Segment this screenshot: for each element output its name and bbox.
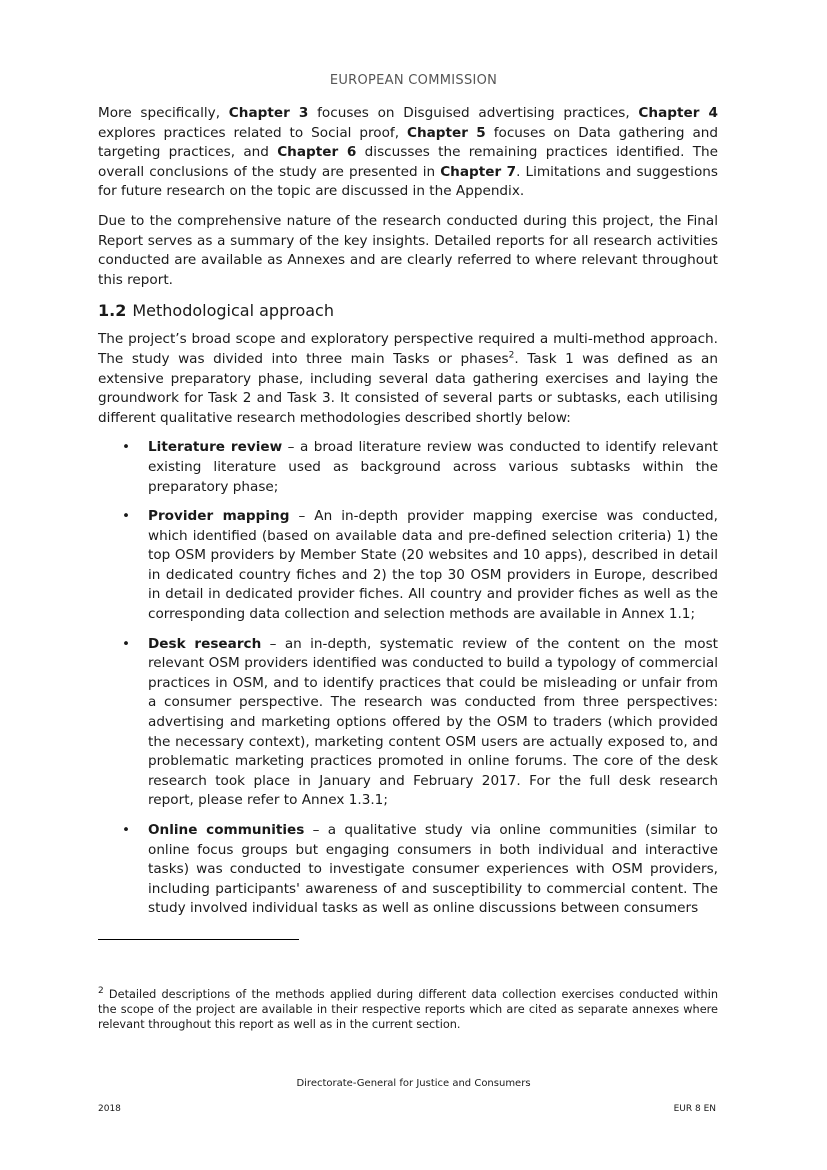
list-item-text: – an in-depth, systematic review of the content on the most relevant OSM providers identified was conducted to build a typology of commercial practices in OSM, and to identify practices that could be misleading or unfair from a consumer perspective. The research was conducted from three perspectives: advertising and marketing options offered by the OSM to traders (which provided the necessary context), marketing content OSM users are actually exposed to, and problematic marketing practices promoted in online forums. The core of the desk research took place in January and February 2017. For the full desk research report, please refer to Annex 1.3.1; — [148, 635, 719, 809]
footer-directorate: Directorate-General for Justice and Consumers — [296, 1078, 531, 1089]
section-number: 1.2 — [98, 301, 127, 321]
paragraph-text: More specifically, — [98, 105, 229, 121]
paragraph-text: focuses on Disguised advertising practices, — [308, 105, 639, 121]
paragraph-text: focuses on Data gathering and targeting practices, and — [98, 124, 719, 161]
footnote-divider — [98, 939, 299, 940]
chapter-reference: Chapter 5 — [406, 124, 486, 141]
list-item-text: – a broad literature review was conducted to identify relevant existing literature used as background across various subtasks within the preparatory phase; — [148, 439, 718, 495]
methodology-paragraph — [98, 330, 718, 428]
footnote — [98, 988, 718, 1032]
list-item — [98, 635, 718, 811]
footnote-text: Detailed descriptions of the methods applied during different data collection exercises conducted within the scope of the project are available in their respective reports which are cited as separate annexes where relevant throughout this report as well as in the current section. — [98, 988, 718, 1031]
bullet-icon: • — [122, 822, 131, 838]
list-item-term: Provider mapping — [148, 508, 290, 525]
page-header: EUROPEAN COMMISSION — [329, 73, 498, 88]
footer-year: 2018 — [98, 1104, 121, 1114]
section-heading — [98, 300, 718, 322]
list-item-text: – a qualitative study via online communities (similar to online focus groups but engaging consumers in both individual and interactive tasks) was conducted to investigate consumer experiences with OSM providers, including participants' awareness of and susceptibility to commercial content. The study involved individual tasks as well as online discussions between consumers — [148, 822, 718, 917]
chapter-reference: Chapter 7 — [440, 163, 517, 180]
list-item-text: – An in-depth provider mapping exercise was conducted, which identified (based on available data and pre-defined selection criteria) 1) the top OSM providers by Member State (20 websites and 10 apps), described in detail in dedicated country fiches and 2) the top 30 OSM providers in Europe, described in detail in dedicated provider fiches. All country and provider fiches as well as the corresponding data collection and selection methods are available in Annex 1.1; — [148, 508, 718, 623]
methodology-text-end: . Task 1 was defined as an extensive preparatory phase, including several data gathering exercises and laying the groundwork for Task 2 and Task 3. It consisted of several parts or subtasks, each utilising different qualitative research methodologies described shortly below: — [98, 350, 718, 426]
intro-paragraph-final-report: Due to the comprehensive nature of the research conducted during this project, the Final Report serves as a summary of the key insights. Detailed reports for all research activities conducted are available as Annexes and are clearly referred to where relevant throughout this report. — [98, 212, 718, 288]
paragraph-text: . Limitations and suggestions for future research on the topic are discussed in the Appendix. — [98, 163, 718, 200]
paragraph-text: discusses the remaining practices identified. The overall conclusions of the study are presented in — [98, 144, 718, 180]
chapter-reference: Chapter 4 — [638, 105, 719, 121]
bullet-icon: • — [122, 635, 131, 652]
subtask-list — [98, 438, 718, 919]
bullet-icon: • — [122, 439, 131, 456]
section-title: Methodological approach — [132, 301, 334, 321]
main-content — [98, 104, 718, 929]
chapter-reference: Chapter 6 — [277, 144, 357, 161]
list-item — [98, 438, 718, 497]
footnote-marker: 2 — [98, 986, 104, 997]
chapter-reference: Chapter 3 — [228, 105, 309, 121]
methodology-text-start: The project’s broad scope and exploratory perspective required a multi-method approach. The study was divided into three main Tasks or phases — [98, 331, 718, 367]
list-item — [98, 507, 718, 625]
footer-page-number: EUR 8 EN — [673, 1104, 716, 1114]
footnote-reference[interactable]: 2 — [508, 350, 515, 361]
bullet-icon: • — [122, 508, 131, 525]
list-item-term: Literature review — [148, 439, 283, 456]
intro-paragraph-chapters — [98, 104, 718, 202]
list-item-term: Online communities — [148, 822, 305, 838]
paragraph-text: explores practices related to Social proof, — [98, 124, 407, 141]
list-item-term: Desk research — [148, 635, 262, 652]
list-item — [98, 821, 718, 919]
